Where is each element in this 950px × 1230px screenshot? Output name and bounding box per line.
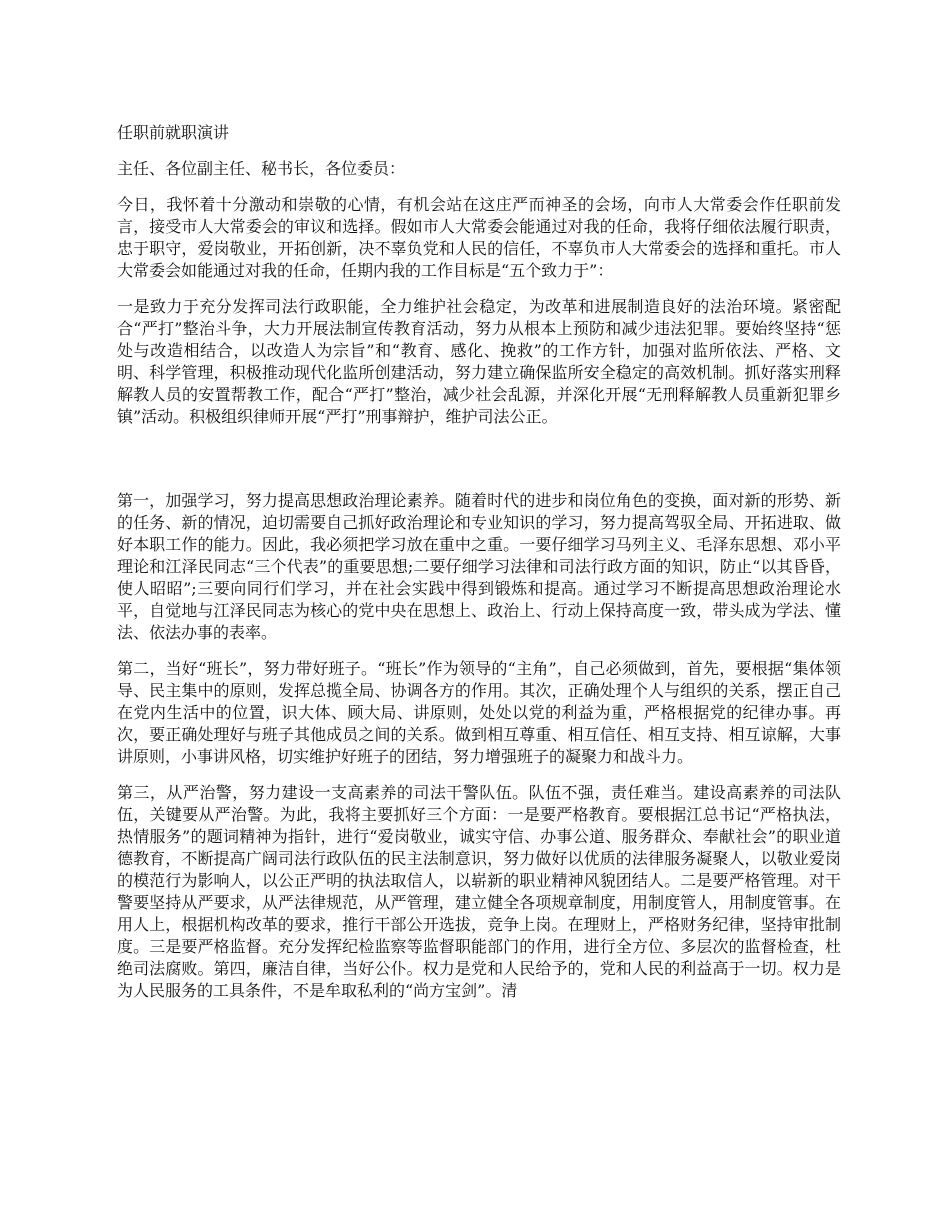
paragraph-second: 第二，当好“班长”，努力带好班子。“班长”作为领导的“主角”，自己必须做到，首先，要根据“集体领导、民主集中的原则，发挥总揽全局、协调各方的作用。其次，正确处理个人与组织的关系，摆正自己在党内生活中的位置，识大体、顾大局、讲原则，处处以党的利益为重，严格根据党的纪律办事。再次，要正确处理好与班子其他成员之间的关系。做到相互尊重、相互信任、相互支持、相互谅解，大事讲原则，小事讲风格，切实维护好班子的团结，努力增强班子的凝聚力和战斗力。 [117, 659, 841, 766]
document-page [117, 122, 841, 1016]
paragraph-goal-one: 一是致力于充分发挥司法行政职能，全力维护社会稳定，为改革和进展制造良好的法治环境。紧密配合“严打”整治斗争，大力开展法制宣传教育活动，努力从根本上预防和减少违法犯罪。要始终坚持“惩处与改造相结合，以改造人为宗旨”和“教育、感化、挽救”的工作方针，加强对监所依法、严格、文明、科学管理，积极推动现代化监所创建活动，努力建立确保监所安全稳定的高效机制。抓好落实刑释解教人员的安置帮教工作，配合“严打”整治，减少社会乱源，并深化开展“无刑释解教人员重新犯罪乡镇”活动。积极组织律师开展“严打”刑事辩护，维护司法公正。 [117, 297, 841, 426]
salutation: 主任、各位副主任、秘书长，各位委员： [117, 159, 406, 178]
paragraph-intro: 今日，我怀着十分激动和崇敬的心情，有机会站在这庄严而神圣的会场，向市人大常委会作任职前发言，接受市人大常委会的审议和选择。假如市人大常委会能通过对我的任命，我将仔细依法履行职责，忠于职守，爱岗敬业，开拓创新，决不辜负党和人民的信任，不辜负市人大常委会的选择和重托。市人大常委会如能通过对我的任命，任期内我的工作目标是“五个致力于”： [117, 195, 841, 280]
document-title: 任职前就职演讲 [117, 123, 230, 142]
paragraph-first: 第一，加强学习，努力提高思想政治理论素养。随着时代的进步和岗位角色的变换，面对新的形势、新的任务、新的情况，迫切需要自己抓好政治理论和专业知识的学习，努力提高驾驭全局、开拓进取、做好本职工作的能力。因此，我必须把学习放在重中之重。一要仔细学习马列主义、毛泽东思想、邓小平理论和江泽民同志“三个代表”的重要思想;二要仔细学习法律和司法行政方面的知识，防止“以其昏昏，使人昭昭”;三要向同行们学习，并在社会实践中得到锻炼和提高。通过学习不断提高思想政治理论水平，自觉地与江泽民同志为核心的党中央在思想上、政治上、行动上保持高度一致，带头成为学法、懂法、依法办事的表率。 [117, 491, 841, 642]
paragraph-third: 第三，从严治警，努力建设一支高素养的司法干警队伍。队伍不强，责任难当。建设高素养的司法队伍，关键要从严治警。为此，我将主要抓好三个方面：一是要严格教育。要根据江总书记“严格执法，热情服务”的题词精神为指针，进行“爱岗敬业，诚实守信、办事公道、服务群众、奉献社会”的职业道德教育，不断提高广阔司法行政队伍的民主法制意识，努力做好以优质的法律服务凝聚人，以敬业爱岗的模范行为影响人，以公正严明的执法取信人，以崭新的职业精神风貌团结人。二是要严格管理。对干警要坚持从严要求，从严法律规范，从严管理，建立健全各项规章制度，用制度管人，用制度管事。在用人上，根据机构改革的要求，推行干部公开选拔，竞争上岗。在理财上，严格财务纪律，坚持审批制度。三是要严格监督。充分发挥纪检监察等监督职能部门的作用，进行全方位、多层次的监督检查，杜绝司法腐败。第四，廉洁自律，当好公仆。权力是党和人民给予的，党和人民的利益高于一切。权力是为人民服务的工具条件，不是牟取私利的“尚方宝剑”。清 [117, 783, 841, 1000]
section-gap [117, 442, 841, 490]
